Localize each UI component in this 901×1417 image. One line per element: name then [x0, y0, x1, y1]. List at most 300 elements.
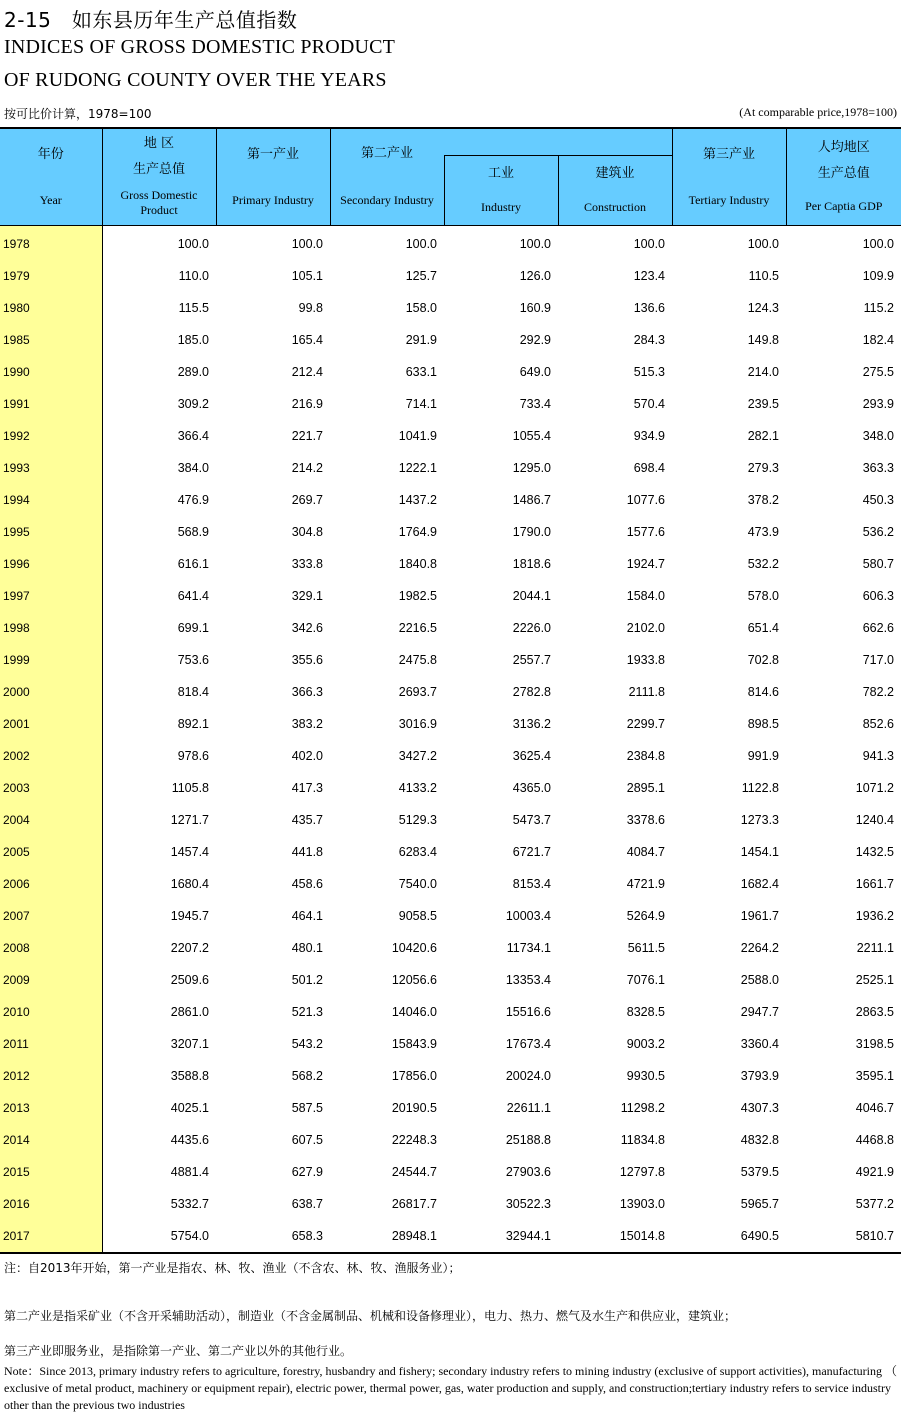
- cell-tertiary: 898.5: [747, 717, 779, 731]
- cell-percapita: 717.0: [862, 653, 894, 667]
- cell-industry: 2226.0: [512, 621, 551, 635]
- cell-year: 2012: [0, 1060, 102, 1092]
- table-row: [0, 452, 901, 484]
- cell-construction: 3378.6: [626, 813, 665, 827]
- cell-tertiary: 814.6: [747, 685, 779, 699]
- cell-gdp: 4435.6: [170, 1133, 209, 1147]
- header-construction-en: Construction: [584, 200, 646, 214]
- cell-construction: 9003.2: [626, 1037, 665, 1051]
- cell-percapita: 5377.2: [855, 1197, 894, 1211]
- cell-year: 1999: [0, 644, 102, 676]
- cell-industry: 32944.1: [444, 1220, 558, 1253]
- cell-construction: 123.4: [633, 269, 665, 283]
- cell-industry: 292.9: [519, 333, 551, 347]
- cell-gdp: 3207.1: [170, 1037, 209, 1051]
- table-row: [0, 996, 901, 1028]
- table-row: [0, 708, 901, 740]
- cell-year: 2016: [0, 1188, 102, 1220]
- cell-industry: 1818.6: [512, 557, 551, 571]
- cell-secondary: 1041.9: [398, 429, 437, 443]
- cell-percapita: 4468.8: [855, 1133, 894, 1147]
- cell-gdp: 1680.4: [170, 877, 209, 891]
- cell-secondary: 291.9: [405, 333, 437, 347]
- cell-percapita: 4046.7: [855, 1101, 894, 1115]
- header-year: [0, 128, 102, 226]
- cell-industry: 1790.0: [512, 525, 551, 539]
- cell-industry: 25188.8: [505, 1133, 551, 1147]
- cell-year: 1979: [0, 260, 102, 292]
- cell-secondary: 4133.2: [398, 781, 437, 795]
- cell-tertiary: 3793.9: [740, 1069, 779, 1083]
- cell-primary: 216.9: [291, 397, 323, 411]
- cell-gdp: 2861.0: [170, 1005, 209, 1019]
- table-row: [0, 1028, 901, 1060]
- table-row: [0, 260, 901, 292]
- header-percapita: [786, 128, 901, 226]
- cell-industry: 126.0: [519, 269, 551, 283]
- cell-secondary: 714.1: [405, 397, 437, 411]
- cell-secondary: 14046.0: [391, 1005, 437, 1019]
- cell-gdp: 3588.8: [170, 1069, 209, 1083]
- cell-secondary: 17856.0: [391, 1069, 437, 1083]
- header-gdp-en2: Product: [140, 203, 178, 217]
- table-row: [0, 804, 901, 836]
- cell-percapita: 5810.7: [786, 1220, 901, 1253]
- cell-secondary: 125.7: [405, 269, 437, 283]
- cell-secondary: 5129.3: [398, 813, 437, 827]
- cell-primary: 333.8: [291, 557, 323, 571]
- cell-year: 2003: [0, 772, 102, 804]
- cell-gdp: 384.0: [177, 461, 209, 475]
- table-row: [0, 484, 901, 516]
- page-title-en-line1: INDICES OF GROSS DOMESTIC PRODUCT: [4, 36, 396, 58]
- cell-percapita: 3198.5: [855, 1037, 894, 1051]
- header-construction: [558, 156, 672, 226]
- cell-secondary: 28948.1: [330, 1220, 444, 1253]
- cell-gdp: 753.6: [177, 653, 209, 667]
- cell-primary: 587.5: [291, 1101, 323, 1115]
- cell-primary: 304.8: [291, 525, 323, 539]
- cell-tertiary: 279.3: [747, 461, 779, 475]
- cell-gdp: 4025.1: [170, 1101, 209, 1115]
- cell-year: 1993: [0, 452, 102, 484]
- cell-percapita: 2525.1: [855, 973, 894, 987]
- cell-percapita: 2863.5: [855, 1005, 894, 1019]
- header-secondary-span: [444, 128, 672, 156]
- cell-percapita: 1240.4: [855, 813, 894, 827]
- cell-secondary: 12056.6: [391, 973, 437, 987]
- cell-tertiary: 5379.5: [740, 1165, 779, 1179]
- table-row: [0, 1220, 901, 1253]
- cell-percapita: 662.6: [862, 621, 894, 635]
- cell-construction: 570.4: [633, 397, 665, 411]
- header-tertiary-cn: 第三产业: [702, 146, 755, 162]
- cell-tertiary: 149.8: [747, 333, 779, 347]
- cell-percapita: 293.9: [862, 397, 894, 411]
- cell-primary: 521.3: [291, 1005, 323, 1019]
- cell-industry: 1295.0: [512, 461, 551, 475]
- cell-secondary: 158.0: [405, 301, 437, 315]
- cell-primary: 383.2: [291, 717, 323, 731]
- cell-primary: 329.1: [291, 589, 323, 603]
- header-industry-en: Industry: [481, 200, 521, 214]
- cell-gdp: 1457.4: [170, 845, 209, 859]
- header-secondary: [330, 128, 444, 226]
- cell-construction: 12797.8: [619, 1165, 665, 1179]
- cell-construction: 1933.8: [626, 653, 665, 667]
- cell-gdp: 699.1: [177, 621, 209, 635]
- header-primary: [216, 128, 330, 226]
- cell-tertiary: 1122.8: [741, 781, 779, 795]
- cell-year: 2017: [0, 1220, 102, 1253]
- cell-primary: 627.9: [291, 1165, 323, 1179]
- cell-secondary: 1840.8: [398, 557, 437, 571]
- header-percapita-en: Per Captia GDP: [805, 199, 883, 213]
- cell-gdp: 110.0: [178, 269, 209, 283]
- cell-industry: 10003.4: [505, 909, 551, 923]
- cell-tertiary: 1961.7: [740, 909, 779, 923]
- cell-secondary: 26817.7: [391, 1197, 437, 1211]
- cell-gdp: 5754.0: [102, 1220, 216, 1253]
- cell-gdp: 1945.7: [170, 909, 209, 923]
- cell-construction: 1577.6: [626, 525, 665, 539]
- cell-percapita: 1071.2: [855, 781, 894, 795]
- cell-secondary: 15843.9: [391, 1037, 437, 1051]
- cell-construction: 2299.7: [626, 717, 665, 731]
- header-gdp-en1: Gross Domestic: [120, 188, 198, 202]
- cell-percapita: 1432.5: [855, 845, 894, 859]
- cell-year: 2013: [0, 1092, 102, 1124]
- table-row: [0, 324, 901, 356]
- cell-year: 2015: [0, 1156, 102, 1188]
- cell-gdp: 2509.6: [170, 973, 209, 987]
- cell-primary: 221.7: [291, 429, 323, 443]
- cell-percapita: 182.4: [862, 333, 894, 347]
- cell-industry: 3136.2: [512, 717, 551, 731]
- cell-primary: 105.1: [291, 269, 323, 283]
- cell-percapita: 4921.9: [855, 1165, 894, 1179]
- cell-construction: 934.9: [633, 429, 665, 443]
- cell-construction: 13903.0: [619, 1197, 665, 1211]
- cell-gdp: 100.0: [177, 237, 209, 251]
- cell-gdp: 892.1: [177, 717, 209, 731]
- cell-gdp: 818.4: [177, 685, 209, 699]
- table-row: [0, 868, 901, 900]
- cell-tertiary: 239.5: [747, 397, 779, 411]
- cell-construction: 100.0: [633, 237, 665, 251]
- header-industry: [444, 156, 558, 226]
- cell-year: 1995: [0, 516, 102, 548]
- footnote-cn-1: 注：自2013年开始，第一产业是指农、林、牧、渔业（不含农、林、牧、渔服务业）；: [4, 1261, 461, 1275]
- cell-percapita: 275.5: [862, 365, 894, 379]
- header-tertiary: [672, 128, 786, 226]
- cell-tertiary: 1682.4: [740, 877, 779, 891]
- cell-primary: 607.5: [291, 1133, 323, 1147]
- cell-construction: 4084.7: [626, 845, 665, 859]
- cell-secondary: 1437.2: [398, 493, 437, 507]
- cell-primary: 212.4: [291, 365, 323, 379]
- footnote-en: Note：Since 2013, primary industry refers to agriculture, forestry, husbandry and fishery; secondary industry refers to mining industry (exclusive of support activities), manufacturing （ exclusive of metal product, machinery or equipment repair), electric power, thermal power, gas, water production and supply, and construction;tertiary industry refers to service industry other than the previous two industries: [4, 1364, 897, 1412]
- cell-secondary: 100.0: [405, 237, 437, 251]
- cell-primary: 568.2: [291, 1069, 323, 1083]
- cell-tertiary: 5965.7: [740, 1197, 779, 1211]
- cell-construction: 1584.0: [626, 589, 665, 603]
- cell-year: 2008: [0, 932, 102, 964]
- cell-industry: 4365.0: [512, 781, 551, 795]
- cell-construction: 11834.8: [620, 1133, 665, 1147]
- cell-industry: 3625.4: [512, 749, 551, 763]
- cell-tertiary: 4307.3: [740, 1101, 779, 1115]
- header-secondary-cn: 第二产业: [360, 146, 413, 161]
- cell-percapita: 348.0: [862, 429, 894, 443]
- table-row: [0, 740, 901, 772]
- cell-secondary: 2475.8: [398, 653, 437, 667]
- cell-tertiary: 3360.4: [740, 1037, 779, 1051]
- table-body: [0, 226, 901, 1254]
- cell-percapita: 536.2: [862, 525, 894, 539]
- cell-primary: 480.1: [291, 941, 323, 955]
- cell-year: 2007: [0, 900, 102, 932]
- table-row: [0, 1060, 901, 1092]
- cell-gdp: 309.2: [177, 397, 209, 411]
- cell-percapita: 782.2: [862, 685, 894, 699]
- header-year-en: Year: [39, 192, 62, 207]
- cell-gdp: 1271.7: [170, 813, 209, 827]
- cell-tertiary: 6490.5: [672, 1220, 786, 1253]
- cell-secondary: 3016.9: [398, 717, 437, 731]
- cell-industry: 22611.1: [506, 1101, 551, 1115]
- cell-percapita: 100.0: [862, 237, 894, 251]
- cell-percapita: 1661.7: [855, 877, 894, 891]
- cell-industry: 20024.0: [505, 1069, 551, 1083]
- cell-tertiary: 991.9: [747, 749, 779, 763]
- table-row: [0, 772, 901, 804]
- cell-industry: 11734.1: [506, 941, 551, 955]
- cell-construction: 9930.5: [626, 1069, 665, 1083]
- cell-primary: 99.8: [298, 301, 323, 315]
- cell-percapita: 3595.1: [855, 1069, 894, 1083]
- cell-tertiary: 702.8: [747, 653, 779, 667]
- cell-year: 1996: [0, 548, 102, 580]
- cell-industry: 2557.7: [512, 653, 551, 667]
- cell-percapita: 852.6: [862, 717, 894, 731]
- cell-primary: 402.0: [291, 749, 323, 763]
- cell-industry: 649.0: [519, 365, 551, 379]
- cell-primary: 543.2: [291, 1037, 323, 1051]
- cell-secondary: 1982.5: [398, 589, 437, 603]
- cell-gdp: 4881.4: [170, 1165, 209, 1179]
- table-row: [0, 1156, 901, 1188]
- cell-industry: 160.9: [519, 301, 551, 315]
- table-row: [0, 1188, 901, 1220]
- cell-industry: 8153.4: [512, 877, 551, 891]
- header-secondary-en: Secondary Industry: [340, 193, 434, 207]
- cell-year: 1991: [0, 388, 102, 420]
- cell-gdp: 289.0: [177, 365, 209, 379]
- cell-year: 2000: [0, 676, 102, 708]
- cell-industry: 15516.6: [505, 1005, 551, 1019]
- cell-year: 2002: [0, 740, 102, 772]
- header-gdp: [102, 128, 216, 226]
- cell-tertiary: 651.4: [747, 621, 779, 635]
- cell-secondary: 633.1: [405, 365, 437, 379]
- cell-construction: 1924.7: [626, 557, 665, 571]
- cell-tertiary: 2947.7: [740, 1005, 779, 1019]
- cell-gdp: 1105.8: [171, 781, 209, 795]
- table-row: [0, 516, 901, 548]
- cell-secondary: 1222.1: [398, 461, 437, 475]
- cell-gdp: 366.4: [177, 429, 209, 443]
- table-row: [0, 548, 901, 580]
- cell-secondary: 3427.2: [398, 749, 437, 763]
- cell-percapita: 1936.2: [855, 909, 894, 923]
- cell-percapita: 115.2: [863, 301, 894, 315]
- cell-tertiary: 124.3: [747, 301, 779, 315]
- cell-tertiary: 473.9: [747, 525, 779, 539]
- cell-tertiary: 100.0: [747, 237, 779, 251]
- cell-construction: 515.3: [633, 365, 665, 379]
- cell-gdp: 641.4: [177, 589, 209, 603]
- cell-secondary: 20190.5: [391, 1101, 437, 1115]
- table-row: [0, 356, 901, 388]
- cell-secondary: 6283.4: [398, 845, 437, 859]
- table-row: [0, 580, 901, 612]
- header-year-cn: 年份: [37, 146, 64, 162]
- table-row: [0, 226, 901, 261]
- cell-primary: 100.0: [291, 237, 323, 251]
- cell-secondary: 7540.0: [398, 877, 437, 891]
- cell-tertiary: 2264.2: [740, 941, 779, 955]
- cell-tertiary: 214.0: [747, 365, 779, 379]
- cell-year: 1985: [0, 324, 102, 356]
- cell-construction: 698.4: [633, 461, 665, 475]
- cell-year: 2005: [0, 836, 102, 868]
- cell-construction: 4721.9: [626, 877, 665, 891]
- cell-primary: 355.6: [291, 653, 323, 667]
- cell-percapita: 363.3: [862, 461, 894, 475]
- cell-secondary: 9058.5: [398, 909, 437, 923]
- cell-industry: 30522.3: [505, 1197, 551, 1211]
- cell-year: 1990: [0, 356, 102, 388]
- cell-construction: 2384.8: [626, 749, 665, 763]
- cell-percapita: 109.9: [862, 269, 894, 283]
- basis-note-cn: 按可比价计算，1978=100: [4, 107, 152, 121]
- cell-year: 2009: [0, 964, 102, 996]
- cell-year: 1978: [0, 226, 102, 261]
- cell-industry: 17673.4: [505, 1037, 551, 1051]
- cell-gdp: 185.0: [177, 333, 209, 347]
- cell-secondary: 10420.6: [391, 941, 437, 955]
- cell-construction: 1077.6: [626, 493, 665, 507]
- cell-primary: 366.3: [291, 685, 323, 699]
- cell-percapita: 580.7: [862, 557, 894, 571]
- header-tertiary-en: Tertiary Industry: [688, 192, 770, 207]
- cell-construction: 284.3: [633, 333, 665, 347]
- cell-tertiary: 4832.8: [740, 1133, 779, 1147]
- cell-gdp: 2207.2: [170, 941, 209, 955]
- cell-tertiary: 282.1: [747, 429, 779, 443]
- table-row: [0, 644, 901, 676]
- cell-construction: 2895.1: [626, 781, 665, 795]
- table-row: [0, 292, 901, 324]
- header-gdp-cn1: 地 区: [143, 136, 175, 151]
- cell-gdp: 978.6: [177, 749, 209, 763]
- cell-tertiary: 2588.0: [740, 973, 779, 987]
- cell-industry: 6721.7: [512, 845, 551, 859]
- header-gdp-cn2: 生产总值: [132, 162, 185, 177]
- cell-gdp: 616.1: [177, 557, 209, 571]
- cell-secondary: 1764.9: [398, 525, 437, 539]
- cell-gdp: 476.9: [177, 493, 209, 507]
- data-table-container: [0, 127, 901, 1254]
- gdp-index-table: [0, 127, 901, 1254]
- page-title-cn: 2-15 如东县历年生产总值指数: [4, 8, 298, 32]
- cell-secondary: 2693.7: [398, 685, 437, 699]
- header-primary-en: Primary Industry: [232, 192, 314, 207]
- cell-primary: 165.4: [291, 333, 323, 347]
- cell-industry: 2782.8: [512, 685, 551, 699]
- cell-primary: 458.6: [291, 877, 323, 891]
- cell-tertiary: 110.5: [748, 269, 779, 283]
- table-row: [0, 964, 901, 996]
- cell-year: 2004: [0, 804, 102, 836]
- cell-year: 2014: [0, 1124, 102, 1156]
- cell-construction: 8328.5: [626, 1005, 665, 1019]
- cell-industry: 13353.4: [505, 973, 551, 987]
- cell-tertiary: 378.2: [747, 493, 779, 507]
- header-primary-cn: 第一产业: [246, 146, 299, 162]
- cell-primary: 638.7: [291, 1197, 323, 1211]
- cell-industry: 1055.4: [512, 429, 551, 443]
- cell-construction: 2111.8: [628, 685, 665, 699]
- header-percapita-cn1: 人均地区: [817, 140, 870, 155]
- table-row: [0, 676, 901, 708]
- cell-primary: 417.3: [291, 781, 323, 795]
- header-industry-cn: 工业: [487, 166, 514, 181]
- cell-construction: 7076.1: [626, 973, 665, 987]
- cell-industry: 2044.1: [512, 589, 551, 603]
- cell-percapita: 2211.1: [856, 941, 894, 955]
- table-header: [0, 128, 901, 226]
- cell-construction: 11298.2: [620, 1101, 665, 1115]
- footnote-cn-2: 第二产业是指采矿业（不含开采辅助活动），制造业（不含金属制品、机械和设备修理业），电力、热力、燃气及水生产和供应业，建筑业；: [4, 1309, 737, 1323]
- cell-primary: 464.1: [291, 909, 323, 923]
- cell-industry: 1486.7: [512, 493, 551, 507]
- cell-year: 2011: [0, 1028, 102, 1060]
- cell-year: 1992: [0, 420, 102, 452]
- cell-tertiary: 578.0: [747, 589, 779, 603]
- basis-note-en: (At comparable price,1978=100): [739, 105, 897, 119]
- cell-primary: 214.2: [291, 461, 323, 475]
- cell-year: 1997: [0, 580, 102, 612]
- table-row: [0, 836, 901, 868]
- cell-percapita: 941.3: [862, 749, 894, 763]
- cell-year: 2001: [0, 708, 102, 740]
- table-row: [0, 1124, 901, 1156]
- cell-year: 2010: [0, 996, 102, 1028]
- cell-industry: 733.4: [519, 397, 551, 411]
- cell-percapita: 606.3: [862, 589, 894, 603]
- cell-secondary: 22248.3: [391, 1133, 437, 1147]
- cell-gdp: 115.5: [178, 301, 209, 315]
- cell-tertiary: 532.2: [747, 557, 779, 571]
- cell-year: 1980: [0, 292, 102, 324]
- cell-primary: 269.7: [291, 493, 323, 507]
- table-row: [0, 388, 901, 420]
- cell-primary: 342.6: [291, 621, 323, 635]
- cell-percapita: 450.3: [862, 493, 894, 507]
- page-title-en-line2: OF RUDONG COUNTY OVER THE YEARS: [4, 69, 387, 91]
